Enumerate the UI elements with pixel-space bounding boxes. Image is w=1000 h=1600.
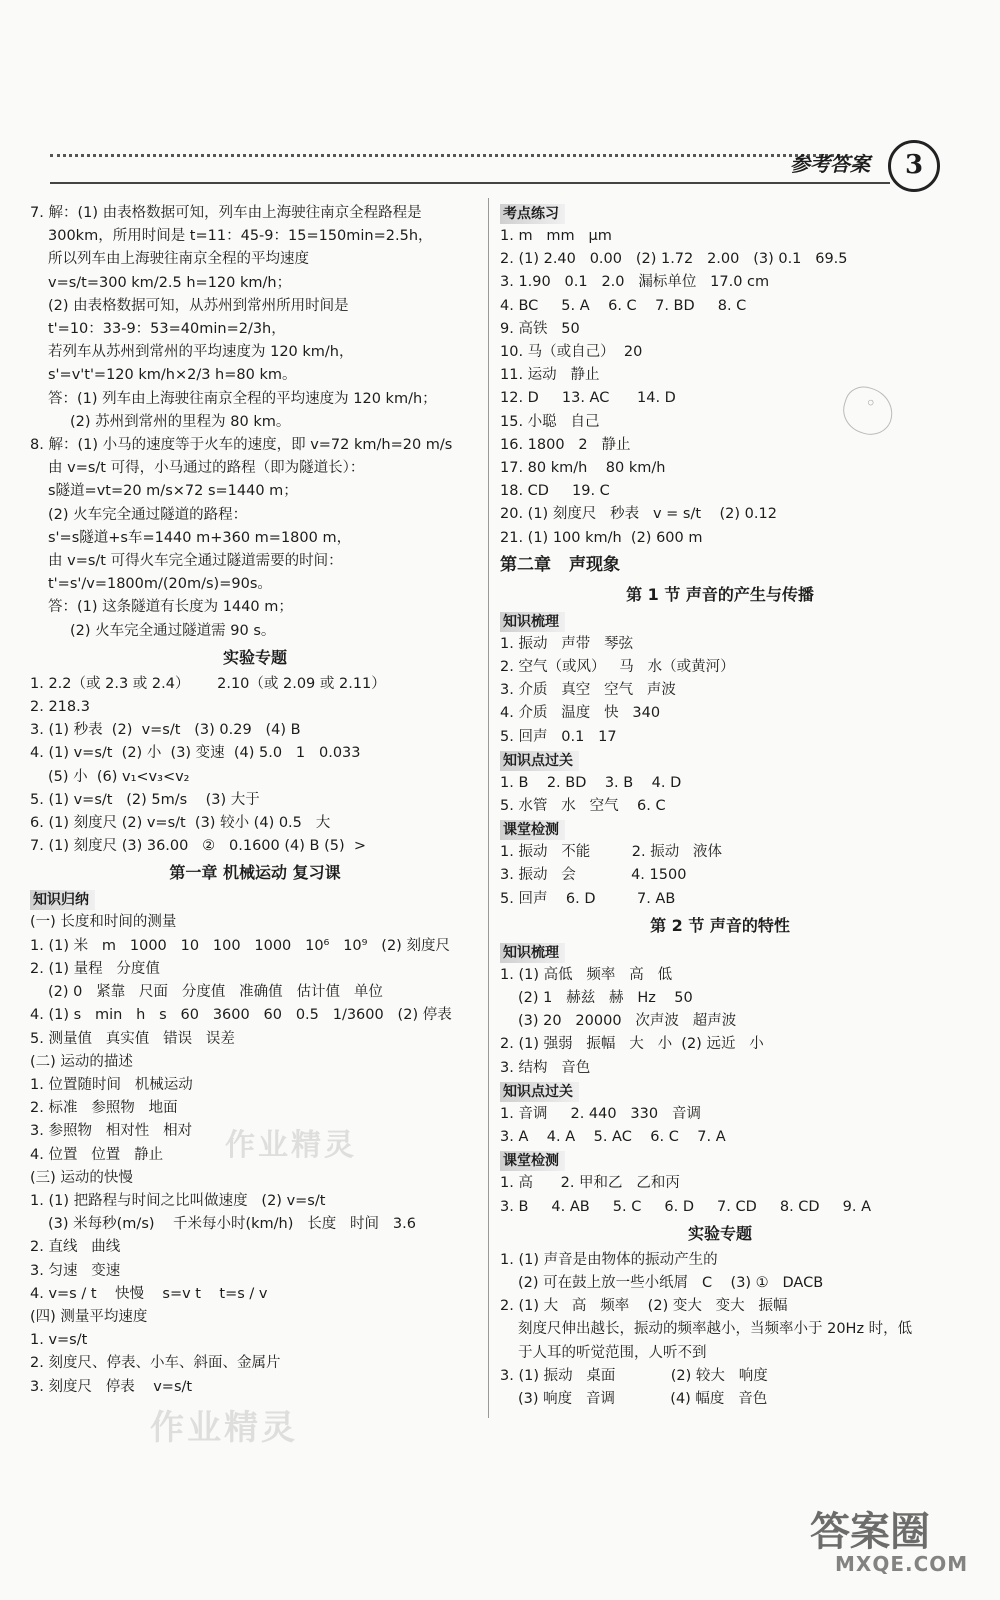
text-line: 11. 运动 静止 xyxy=(500,367,600,384)
text-line: 1. B 2. BD 3. B 4. D xyxy=(500,774,682,791)
corner-logo: 答案圈 xyxy=(810,1509,930,1555)
chapter-review-heading: 第一章 机械运动 复习课 xyxy=(169,863,341,883)
page-header xyxy=(50,148,950,188)
text-line: 4. (1) s min h s 60 3600 60 0.5 1/3600 (2) 停表 xyxy=(30,1007,452,1024)
text-line: 4. (1) v=s/t (2) 小 (3) 变速 (4) 5.0 1 0.033 xyxy=(30,745,361,762)
answer-q8 xyxy=(30,434,480,643)
text-line: 2. 标准 参照物 地面 xyxy=(30,1100,178,1117)
text-line: 由 v=s/t 可得，小马通过的路程（即为隧道长）： xyxy=(48,460,365,477)
subsection-heading: (二) 运动的描述 xyxy=(30,1053,133,1070)
header-dotted-rule xyxy=(50,154,840,157)
text-line: 3. A 4. A 5. AC 6. C 7. A xyxy=(500,1129,726,1146)
text-line: 4. BC 5. A 6. C 7. BD 8. C xyxy=(500,297,747,314)
text-line: 1. (1) 声音是由物体的振动产生的 xyxy=(500,1251,718,1268)
text-line: 2. 空气（或风） 马 水（或黄河） xyxy=(500,659,735,676)
text-line: (5) 小 (6) v₁<v₃<v₂ xyxy=(48,768,190,785)
text-line: 于人耳的听觉范围，人听不到 xyxy=(518,1344,707,1361)
text-line: 12. D 13. AC 14. D xyxy=(500,390,676,407)
text-line: 1. 2.2（或 2.3 或 2.4） 2.10（或 2.09 或 2.11） xyxy=(30,675,386,692)
text-line: 若列车从苏州到常州的平均速度为 120 km/h， xyxy=(48,344,354,361)
text-line: 3. 1.90 0.1 2.0 漏标单位 17.0 cm xyxy=(500,274,770,291)
text-line: 3. (1) 秒表 (2) v=s/t (3) 0.29 (4) B xyxy=(30,722,301,739)
text-line: s'=v't'=120 km/h×2/3 h=80 km。 xyxy=(48,367,297,384)
text-line: 3. 匀速 变速 xyxy=(30,1262,121,1279)
text-line: 3. B 4. AB 5. C 6. D 7. CD 8. CD 9. A xyxy=(500,1198,871,1215)
text-line: 2. (1) 2.40 0.00 (2) 1.72 2.00 (3) 0.1 69.5 xyxy=(500,251,848,268)
text-line: 5. 回声 0.1 17 xyxy=(500,728,617,745)
text-line: 5. 测量值 真实值 错误 误差 xyxy=(30,1030,235,1047)
text-line: 1. 位置随时间 机械运动 xyxy=(30,1076,193,1093)
section-heading: 第 2 节 声音的特性 xyxy=(650,915,790,935)
text-line: 3. (1) 振动 桌面 (2) 较大 响度 xyxy=(500,1367,768,1384)
text-line: (2) 火车完全通过隧道的路程： xyxy=(48,506,248,523)
text-line: 答：(1) 列车由上海驶往南京全程的平均速度为 120 km/h； xyxy=(48,390,437,407)
practice-answers xyxy=(500,225,940,550)
text-line: 3. 刻度尺 停表 v=s/t xyxy=(30,1378,193,1395)
text-line: 2. (1) 强弱 振幅 大 小 (2) 远近 小 xyxy=(500,1036,764,1053)
right-column xyxy=(500,202,940,1411)
text-line: 所以列车由上海驶往南京全程的平均速度 xyxy=(48,251,309,268)
text-line: (2) 火车完全通过隧道需 90 s。 xyxy=(70,622,276,639)
text-line: 6. (1) 刻度尺 (2) v=s/t (3) 较小 (4) 0.5 大 xyxy=(30,815,331,832)
text-line: (2) 苏州到常州的里程为 80 km。 xyxy=(70,413,291,430)
section-tag: 知识点过关 xyxy=(500,751,579,771)
text-line: 1. (1) 米 m 1000 10 100 1000 10⁶ 10⁹ (2) 刻度尺 xyxy=(30,937,450,954)
text-line: 8. 解：(1) 小马的速度等于火车的速度，即 v=72 km/h=20 m/s xyxy=(30,437,453,454)
section-tag: 知识梳理 xyxy=(500,943,565,963)
text-line: 2. 218.3 xyxy=(30,699,90,716)
text-line: (3) 20 20000 次声波 超声波 xyxy=(518,1013,737,1030)
text-line: t'=10：33-9：53=40min=2/3h， xyxy=(48,321,286,338)
text-line: 300km，所用时间是 t=11：45-9：15=150min=2.5h， xyxy=(48,228,433,245)
section-tag: 知识梳理 xyxy=(500,612,565,632)
experiment-answers xyxy=(30,673,480,859)
text-line: 3. 参照物 相对性 相对 xyxy=(30,1123,193,1140)
text-line: 5. 水管 水 空气 6. C xyxy=(500,798,666,815)
section-tag: 课堂检测 xyxy=(500,820,565,840)
chapter-heading xyxy=(500,550,940,580)
text-line: 21. (1) 100 km/h (2) 600 m xyxy=(500,529,703,546)
section-tag: 考点练习 xyxy=(500,204,565,224)
header-title: 参考答案 xyxy=(790,152,870,176)
text-line: 16. 1800 2 静止 xyxy=(500,436,631,453)
text-line: 15. 小聪 自己 xyxy=(500,413,600,430)
text-line: 7. (1) 刻度尺 (3) 36.00 ② 0.1600 (4) B (5) > xyxy=(30,838,366,855)
text-line: 3. 结构 音色 xyxy=(500,1059,591,1076)
text-line: 4. v=s / t 快慢 s=v t t=s / v xyxy=(30,1285,268,1302)
section-heading: 实验专题 xyxy=(687,1223,752,1243)
text-line: 1. 音调 2. 440 330 音调 xyxy=(500,1105,701,1122)
text-line: 7. 解：(1) 由表格数据可知，列车由上海驶往南京全程路程是 xyxy=(30,205,422,221)
text-line: 3. 振动 会 4. 1500 xyxy=(500,867,687,884)
text-line: 4. 位置 位置 静止 xyxy=(30,1146,164,1163)
left-column xyxy=(30,202,480,1399)
text-line: 1. 振动 声带 琴弦 xyxy=(500,635,634,652)
text-line: (2) 可在鼓上放一些小纸屑 C (3) ① DACB xyxy=(518,1274,824,1291)
text-line: (2) 1 赫兹 赫 Hz 50 xyxy=(518,990,693,1007)
text-line: 1. (1) 高低 频率 高 低 xyxy=(500,966,673,983)
text-line: 10. 马（或自己） 20 xyxy=(500,344,643,361)
chapter-name: 声现象 xyxy=(569,554,620,575)
section-heading: 第 1 节 声音的产生与传播 xyxy=(626,584,814,604)
text-line: 1. m mm μm xyxy=(500,228,612,244)
text-line: 3. 介质 真空 空气 声波 xyxy=(500,682,676,699)
header-rule xyxy=(50,182,890,184)
column-divider xyxy=(488,198,489,1418)
text-line: 5. 回声 6. D 7. AB xyxy=(500,890,676,907)
text-line: 答：(1) 这条隧道有长度为 1440 m； xyxy=(48,599,293,616)
text-line: 刻度尺伸出越长，振动的频率越小，当频率小于 20Hz 时，低 xyxy=(518,1321,913,1338)
text-line: s'=s隧道+s车=1440 m+360 m=1800 m， xyxy=(48,529,352,546)
text-line: 2. 直线 曲线 xyxy=(30,1239,121,1256)
text-line: 18. CD 19. C xyxy=(500,483,610,500)
page-number: 3 xyxy=(888,140,940,192)
section-heading: 实验专题 xyxy=(222,647,287,667)
text-line: 1. v=s/t xyxy=(30,1332,88,1349)
subsection-heading: (四) 测量平均速度 xyxy=(30,1308,148,1325)
text-line: 2. (1) 量程 分度值 xyxy=(30,960,160,977)
section-tag: 课堂检测 xyxy=(500,1151,565,1171)
corner-url: MXQE.COM xyxy=(835,1552,969,1576)
section-tag: 知识归纳 xyxy=(30,890,95,910)
text-line: (2) 0 紧靠 尺面 分度值 准确值 估计值 单位 xyxy=(48,984,383,1001)
text-line: 17. 80 km/h 80 km/h xyxy=(500,460,666,477)
stamp-seal-icon: ○ xyxy=(837,381,899,440)
text-line: 4. 介质 温度 快 340 xyxy=(500,705,661,722)
text-line: t'=s'/v=1800m/(20m/s)=90s。 xyxy=(48,576,272,593)
subsection-heading: (一) 长度和时间的测量 xyxy=(30,914,177,931)
text-line: (2) 由表格数据可知，从苏州到常州所用时间是 xyxy=(48,297,349,314)
text-line: 20. (1) 刻度尺 秒表 v = s/t (2) 0.12 xyxy=(500,506,777,523)
text-line: (3) 米每秒(m/s) 千米每小时(km/h) 长度 时间 3.6 xyxy=(48,1216,416,1233)
section-tag: 知识点过关 xyxy=(500,1082,579,1102)
subsection-heading: (三) 运动的快慢 xyxy=(30,1169,133,1186)
chapter-number: 第二章 xyxy=(500,554,551,575)
answer-q7 xyxy=(30,202,480,434)
text-line: 2. 刻度尺、停表、小车、斜面、金属片 xyxy=(30,1355,281,1372)
text-line: (3) 响度 音调 (4) 幅度 音色 xyxy=(518,1390,768,1407)
text-line: v=s/t=300 km/2.5 h=120 km/h； xyxy=(48,274,292,291)
text-line: 2. (1) 大 高 频率 (2) 变大 变大 振幅 xyxy=(500,1298,788,1315)
text-line: s隧道=vt=20 m/s×72 s=1440 m； xyxy=(48,483,298,500)
text-line: 1. 振动 不能 2. 振动 液体 xyxy=(500,844,723,861)
watermark: 作业精灵 xyxy=(150,1408,298,1448)
watermark: 作业精灵 xyxy=(225,1128,357,1163)
text-line: 1. (1) 把路程与时间之比叫做速度 (2) v=s/t xyxy=(30,1192,326,1209)
text-line: 9. 高铁 50 xyxy=(500,320,580,337)
text-line: 由 v=s/t 可得火车完全通过隧道需要的时间： xyxy=(48,553,343,570)
text-line: 1. 高 2. 甲和乙 乙和丙 xyxy=(500,1175,680,1192)
text-line: 5. (1) v=s/t (2) 5m/s (3) 大于 xyxy=(30,791,260,808)
